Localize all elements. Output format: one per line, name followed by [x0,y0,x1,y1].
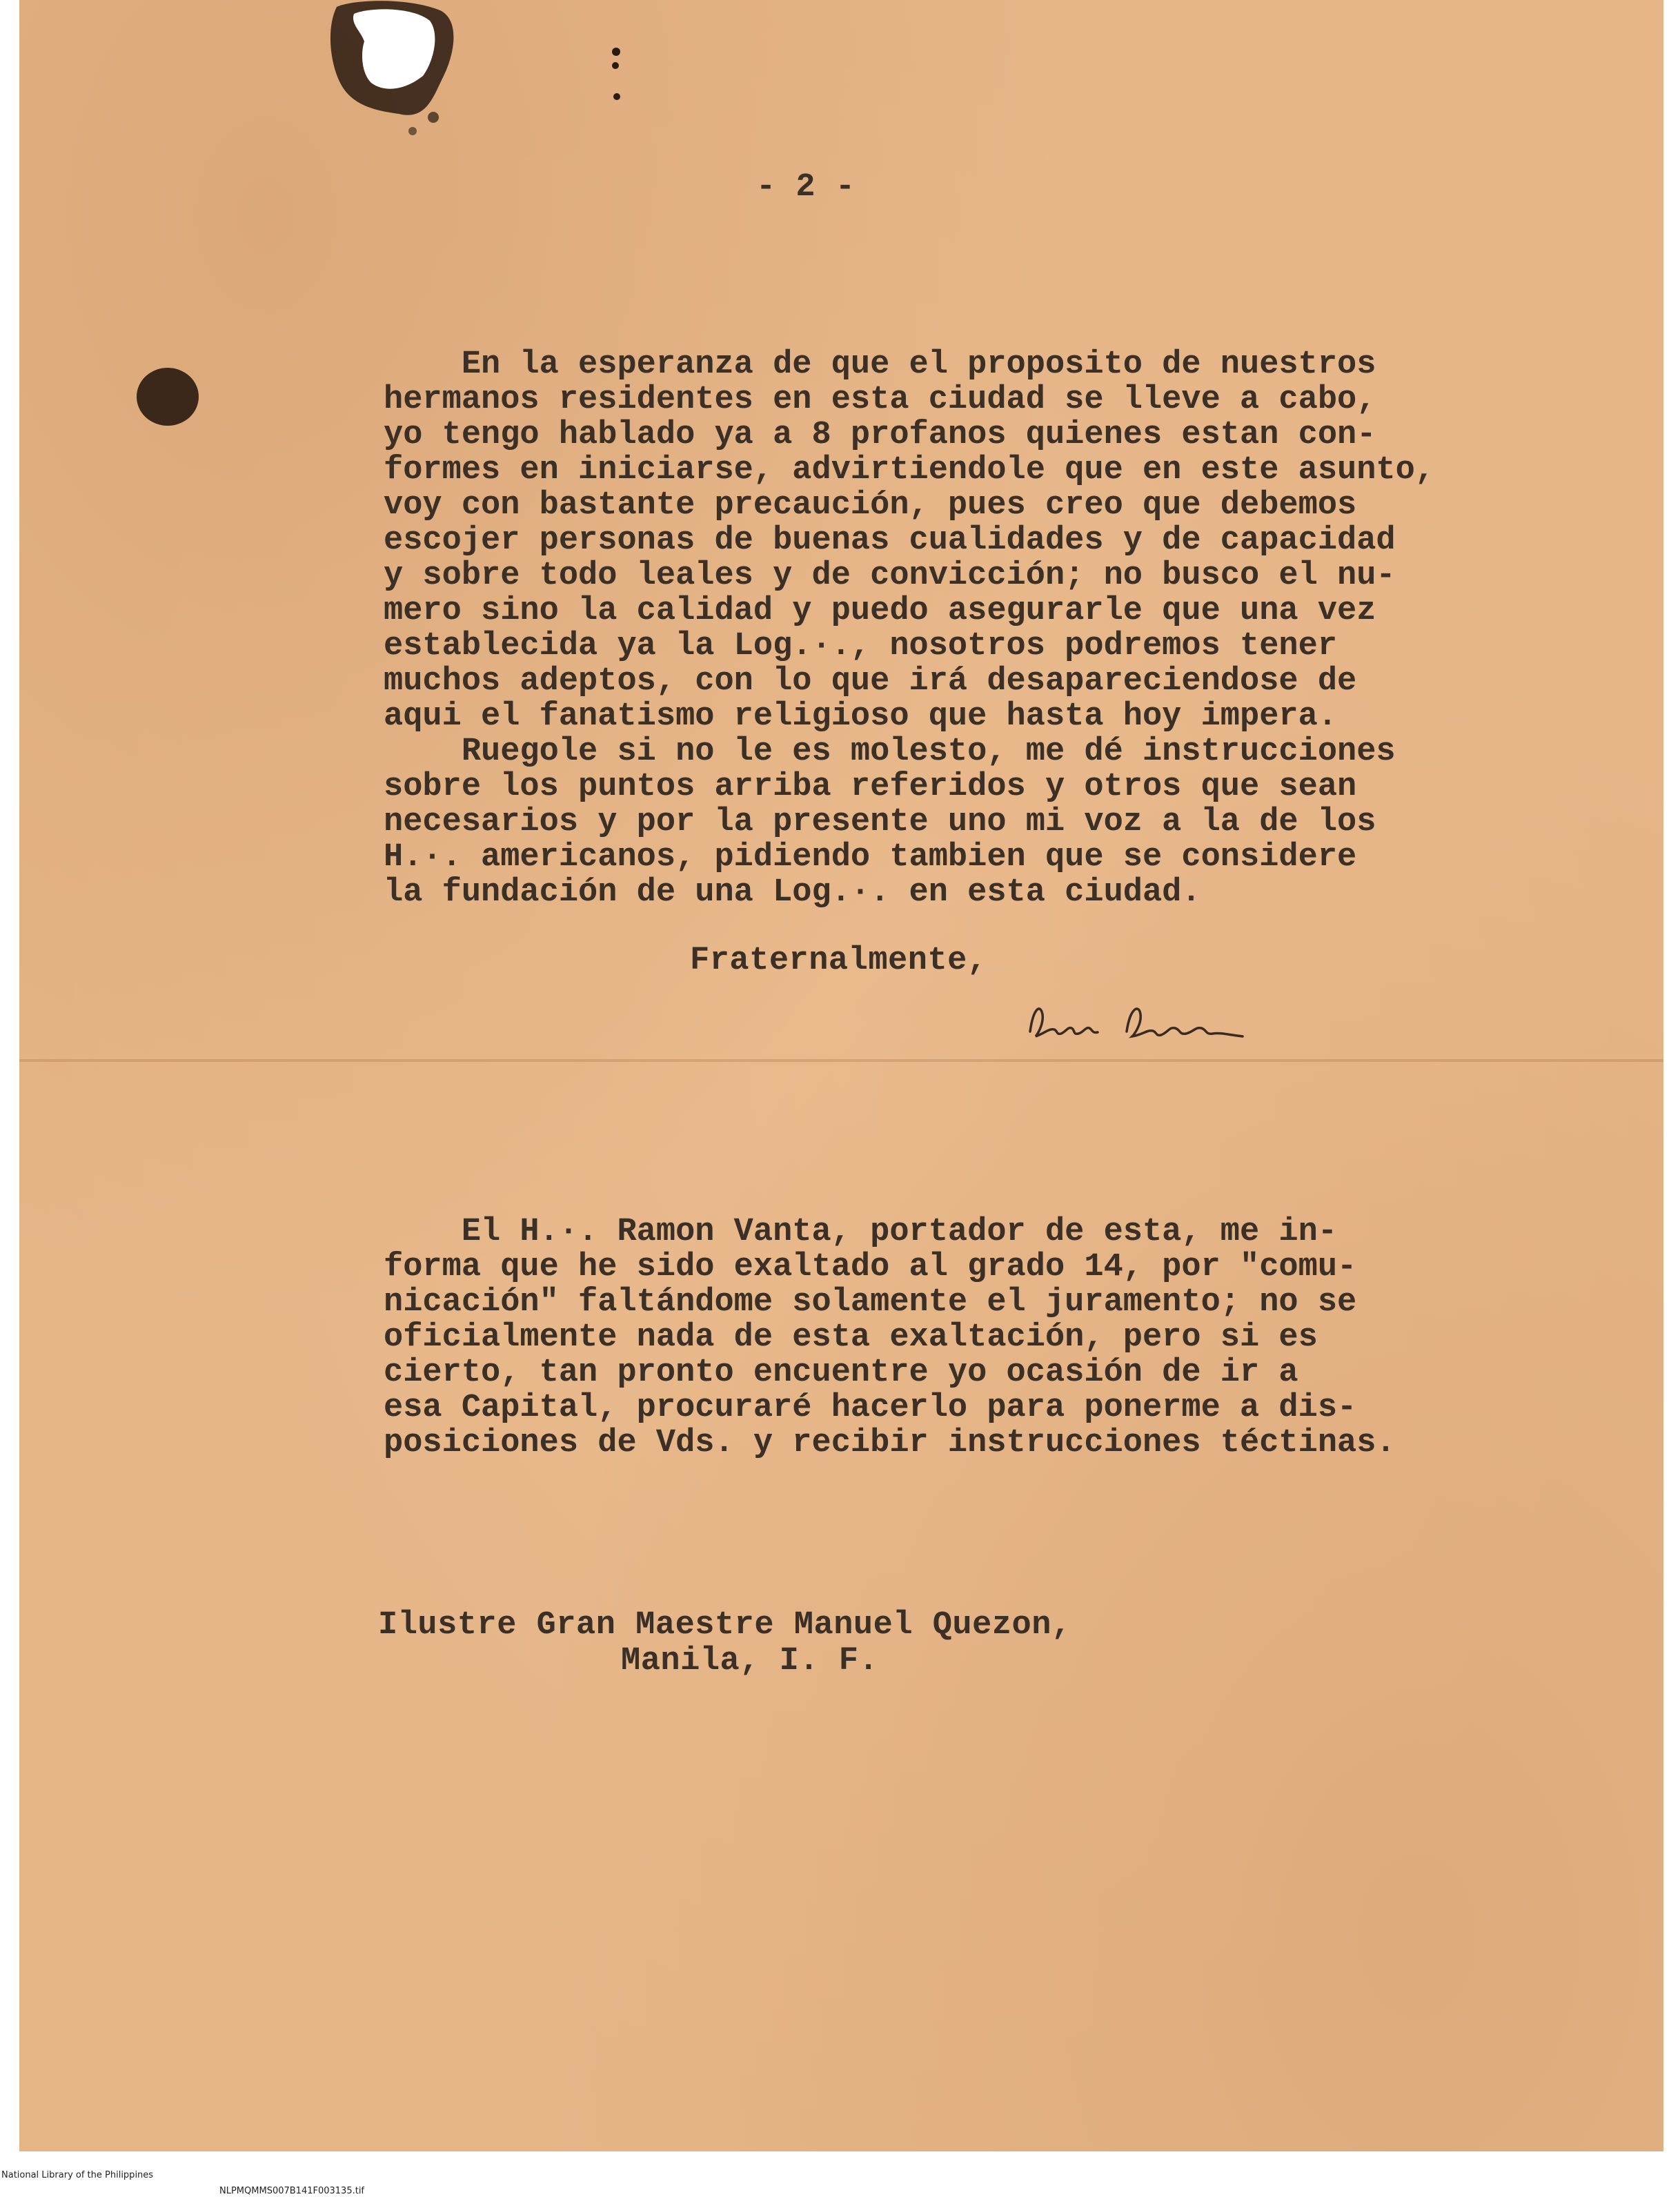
text-line: muchos adeptos, con lo que irá desapareciendose de [384,663,1357,700]
text-line: sobre los puntos arriba referidos y otros que sean [384,769,1357,805]
text-line: formes en iniciarse, advirtiendole que en este asunto, [384,452,1435,489]
document-page [19,0,1663,2151]
text-line: Ruegole si no le es molesto, me dé instrucciones [384,733,1396,770]
text-line: aqui el fanatismo religioso que hasta hoy impera. [384,698,1338,735]
text-line: forma que he sido exaltado al grado 14, por "comu- [384,1249,1357,1285]
text-line: oficialmente nada de esta exaltación, pero si es [384,1319,1318,1356]
library-credit: National Library of the Philippines [1,2170,154,2180]
text-line: escojer personas de buenas cualidades y de capacidad [384,522,1396,559]
text-line: y sobre todo leales y de convicción; no busco el nu- [384,558,1396,594]
handwritten-signature [1023,994,1251,1049]
text-line: yo tengo hablado ya a 8 profanos quienes estan con- [384,417,1376,453]
page-number: - 2 - [756,169,856,206]
text-line: cierto, tan pronto encuentre yo ocasión de ir a [384,1354,1298,1391]
text-line: nicación" faltándome solamente el juramento; no se [384,1284,1357,1321]
burn-hole-mark [323,0,488,138]
text-line: El H.·. Ramon Vanta, portador de esta, me in- [384,1214,1338,1250]
text-line: mero sino la calidad y puedo asegurarle que una vez [384,593,1376,629]
file-name: NLPMQMMS007B141F003135.tif [219,2186,365,2196]
text-line: En la esperanza de que el proposito de nuestros [384,346,1376,383]
text-line: voy con bastante precaución, pues creo que debemos [384,487,1357,524]
text-line: la fundación de una Log.·. en esta ciudad. [384,874,1201,911]
closing-salutation: Fraternalmente, [690,943,987,979]
text-line: establecida ya la Log.·., nosotros podremos tener [384,628,1338,664]
ink-blot-mark [130,359,206,435]
text-line: H.·. americanos, pidiendo tambien que se considere [384,839,1357,876]
text-line: posiciones de Vds. y recibir instrucciones téctinas. [384,1425,1396,1461]
text-line: necesarios y por la presente uno mi voz a la de los [384,804,1376,840]
body-paragraph-2 [384,1214,1396,1461]
text-line: hermanos residentes en esta ciudad se lleve a cabo, [384,382,1376,418]
addressee-name: Ilustre Gran Maestre Manuel Quezon, [378,1607,1071,1644]
addressee-location: Manila, I. F. [621,1643,879,1679]
paper-fold [19,1059,1663,1062]
text-line: esa Capital, procuraré hacerlo para ponerme a dis- [384,1390,1357,1426]
body-paragraph-1 [384,347,1434,910]
ink-speck-mark [606,41,626,110]
archive-footer [0,2151,1680,2196]
